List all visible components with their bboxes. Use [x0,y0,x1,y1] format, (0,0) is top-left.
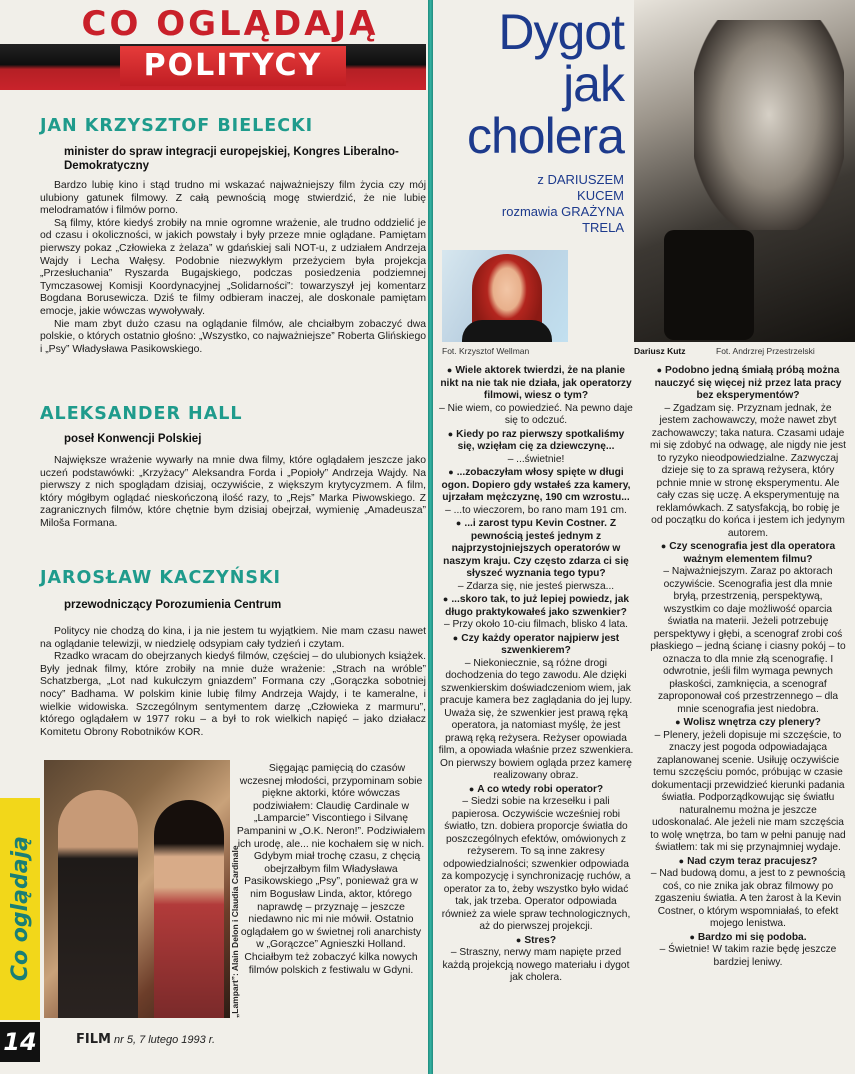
interview-answer: – Nad budową domu, a jest to z pewnością coś, co nie znika jak obraz filmowy po zgaszeniu światła. A ten żarost à la Kevin Costner, o którym wspomniałaś, to efekt mojego lenistwa. [650,868,846,929]
portrait-photo-interviewer [442,250,568,342]
interview-answer: – Siedzi sobie na krzesełku i pali papierosa. Oczywiście wcześniej robi światło, tzn. dobiera proporcje światła do poszczególnych efektów, omówionych z reżyserem. To są inne zakresy odpowiedzialności; szwenkier odpowiada za kompozycję i synchronizację ruchów, a operator za to, żeby wszystko było widać tak, jak trzeba. Operator odpowiada również za wiele spraw technologicznych, aż do pierwszej projekcji. [441,796,631,932]
interview-question: ● Wiele aktorek twierdzi, że na planie nikt na nie tak nie działa, jak operatorzy filmowi, wiesz o tym? [438,364,634,403]
interview-answer: – ...to wieczorem, bo rano mam 191 cm. [445,504,627,516]
page-number: 14 [0,1022,40,1062]
interview-question: ● Podobno jedną śmiałą próbą można nauczyć się więcej niż przez lata pracy bez eksperymentów? [650,364,846,403]
article-text-kaczynski-wrap [236,763,426,977]
politician-name-bielecki: JAN KRZYSZTOF BIELECKI [40,116,314,136]
interview-question: ● ...skoro tak, to już lepiej powiedz, jak długo praktykowałeś jako szwenkier? [438,593,634,619]
photo-credit-right: Fot. Andrzrej Przestrzelski [716,346,815,356]
film-still-caption: „Lampart”: Alain Delon i Claudia Cardinale [230,845,240,1018]
camera-shape [664,230,754,340]
photo-credit-left: Fot. Krzysztof Wellman [442,346,530,356]
interview-question: ● Czy scenografia jest dla operatora ważnym elementem filmu? [650,540,846,566]
paragraph: Są filmy, które kiedyś zrobiły na mnie ogromne wrażenie, ale trudno oddzielić je od czasu i okoliczności, w jakich powstały i były przeze mnie oglądane. Pamiętam pierwszy pokaz „Człowieka z żelaza” w gdańskiej sali NOT-u, z udziałem Andrzeja Wajdy i Lecha Wałęsy. Podobnie niezwykłym przeżyciem była projekcja „Przesłuchania” Ryszarda Bugajskiego, podczas posiedzenia podziemnej Tymczasowej Komisji Koordynacyjnej „Solidarności”: towarzyszył jej komentarz Bogdana Borusewicza. Dziś te filmy odbieram inaczej, ale doskonale pamiętam emocje, jakie wówczas wywoływały. [40,217,426,317]
interview-question: ● Kiedy po raz pierwszy spotkaliśmy się, wzięłam cię za dziewczynę... [438,428,634,454]
photo-figure [694,20,844,230]
interview-question: ● Nad czym teraz pracujesz? [650,855,846,869]
interview-question: ● ...zobaczyłam włosy spięte w długi ogon. Dopiero gdy wstałeś zza kamery, ujrzałam mężczyznę, 190 cm wzrostu... [438,466,634,505]
section-title-band: POLITYCY [120,46,346,86]
interview-question: ● Czy każdy operator najpierw jest szwenkierem? [438,632,634,658]
interview-question: ● Wolisz wnętrza czy plenery? [650,716,846,730]
article-text-bielecki [40,180,426,356]
interview-column-2 [650,364,846,969]
photo-figure [462,320,552,342]
article-byline [440,172,624,244]
paragraph: Sięgając pamięcią do czasów wczesnej młodości, przypominam sobie piękne aktorki, które wówczas podziwiałem: Claudię Cardinale w „Lamparcie” Viscontiego i Silvanę Pampanini w „O.K. Neron!”. Podziwiałem ich urodę, ale... nie kochałem się w nich. [236,763,426,850]
magazine-name: FILM [76,1032,111,1047]
film-still-photo [44,760,230,1018]
interview-answer: – Najważniejszym. Zaraz po aktorach oczywiście. Scenografia jest dla mnie bryłą, przestrzenią, perspektywą, wszystkim co daje możliwość oparcia światła na materii. Jeżeli potrzebuję perspektywy i głębi, a scenograf zrobi coś płaskiego – jedną ścianę i ciasny pokój – to oznacza to dla mnie złą scenografię. I odwrotnie, jeśli film wymaga pewnych płaskości, zamknięcia, a scenograf zaproponował coś przestrzennego – dla mnie scenografia jest niedobra. [650,566,846,715]
politician-role-bielecki: minister do spraw integracji europejskiej, Kongres Liberalno-Demokratyczny [64,146,399,172]
politician-name-hall: ALEKSANDER HALL [40,404,243,424]
politician-name-kaczynski: JAROSŁAW KACZYŃSKI [40,568,282,588]
photo-figure [154,800,224,1018]
byline-line: z DARIUSZEM [537,172,624,187]
paragraph: Największe wrażenie wywarły na mnie dwa filmy, które oglądałem jeszcze jako uczeń podstawówki: „Krzyżacy” Aleksandra Forda i „Popioły” Andrzeja Wajdy. Na pierwszy z nich spoglądam dzisiaj, oczywiście, z większym krytycyzmem. A film, który mógłbym oglądać nieskończoną ilość razy, to „Rejs” Marka Piwowskiego. Z zagranicznych filmów, które chętnie bym dzisiaj obejrzał, wymienię „Amadeusza” Miloša Formana. [40,455,426,529]
portrait-photo-kuc [634,0,855,342]
article-text-hall [40,455,426,531]
politician-role-hall: poseł Konwencji Polskiej [64,433,202,445]
byline-line: TRELA [582,220,624,235]
byline-line: rozmawia GRAŻYNA [501,204,624,219]
interview-answer: – Zgadzam się. Przyznam jednak, że jestem zachowawczy, może nawet zbyt zachowawczy; taka natura. Czasami udaje mi się zdobyć na odwagę, ale nigdy nie jest to ryzyko nieodpowiedzialne. Zazwyczaj dzieje się to za sprawą reżysera, który pchnie mnie w stronę eksperymentu. Ale cały czas się uczę. A eksperymentuję na reklamówkach. Z satysfakcją, bo robię je od początku do końca i jestem ich jedynym autorem. [650,402,846,539]
issue-info: nr 5, 7 lutego 1993 r. [114,1034,216,1046]
interview-column-1 [438,364,634,985]
interview-answer: – Niekoniecznie, są różne drogi dochodzenia do tego zawodu. Ale dzięki szwenkierskim doświadczeniom wiem, jak pracuje kamera bez zaglądania do jej lupy. Uważa się, że szwenkier jest prawą ręką operatora, ja natomiast myślę, że jest prawą ręką reżysera. Reżyser opowiada film, a opowiada właśnie przez szwenkiera. On pierwszy bowiem ogląda przez kamerę realizowany obraz. [438,657,634,781]
interview-question: ● Bardzo mi się podoba. [650,931,846,945]
byline-line: KUCEM [577,188,624,203]
interview-answer: – Straszny, nerwy mam napięte przed każdą projekcją nowego materiału i dygot jak cholera. [442,947,630,983]
article-text-kaczynski [40,626,426,739]
interview-answer: – Przy około 10-ciu filmach, blisko 4 lata. [443,619,629,630]
interview-question: ● A co wtedy robi operator? [438,783,634,797]
paragraph: Bardzo lubię kino i stąd trudno mi wskazać najważniejszy film życia czy mój ulubiony gatunek filmowy. Z całą pewnością mogę stwierdzić, że nie lubię melodramatów i filmów porno. [40,180,426,217]
article-title [432,6,624,176]
interview-question: ● ...i zarost typu Kevin Costner. Z pewnością jesteś jednym z najprzystojniejszych operatorów w naszym kraju. Czy często zdarza ci się słyszeć wyznania tego typu? [438,517,634,581]
paragraph: Rzadko wracam do obejrzanych kiedyś filmów, częściej – do ulubionych książek. Były jednak filmy, które zrobiły na mnie duże wrażenie: „Strach na wróble” Schatzberga, „Lot nad kukułczym gniazdem” Formana czy „Gorączka sobotniej nocy” Badhama. W polskim kinie lubię filmy Andrzeja Wajdy, i te kameralne, i wielkie widowiska. Szczególnym sentymentem darzę „Człowieka z marmuru”, którego oglądałem w 1977 roku – a był to rok wielkich napięć – jako działacz Komitetu Obrony Robotników KOR. [40,651,426,738]
interview-answer: – Nie wiem, co powiedzieć. Na pewno daje się to odczuć. [439,402,633,426]
footer [76,1032,316,1052]
section-title-top: CO OGLĄDAJĄ [81,4,379,44]
title-line: jak [563,56,624,112]
photo-caption-name: Dariusz Kutz [634,346,686,356]
paragraph: Gdybym miał trochę czasu, z chęcią obejrzałbym film Władysława Pasikowskiego „Psy”, ponieważ gra w nim Bogusław Linda, aktor, którego naprawdę – przyznaję – jeszcze niedawno nic mi nie mówił. Ostatnio oglądałem go w świetnej roli anarchisty w „Gorączce” Agnieszki Holland. Chciałbym też zobaczyć kilka nowych filmów polskich z festiwalu w Gdyni. [240,851,422,976]
interview-answer: – Zdarza się, nie jesteś pierwsza... [457,580,615,592]
interview-answer: – Świetnie! W takim razie będę jeszcze bardziej leniwy. [659,944,837,968]
paragraph: Politycy nie chodzą do kina, i ja nie jestem tu wyjątkiem. Nie mam czasu nawet na oglądanie telewizji, w niedzielę odsypiam cały tydzień i czytam. [40,626,426,650]
paragraph: Nie mam zbyt dużo czasu na oglądanie filmów, ale chciałbym zobaczyć dwa polskie, o których ostatnio głośno: „Wszystko, co najważniejsze” Roberta Glińskiego i „Psy” Władysława Pasikowskiego. [40,318,426,355]
title-line: Dygot [498,4,624,60]
interview-answer: – Plenery, jeżeli dopisuje mi szczęście, to znaczy jest pogoda odpowiadająca zaplanowanej scenie. Usiłuję oczywiście temu szczęściu pomóc, próbując w czasie dokumentacji przewidzieć kierunki padania światła. Podporządkowując się światłu naturalnemu można je jeszcze udoskonalać. Ale jeżeli nie mam szczęścia to wolę wnętrza, bo tam w pełni panuję nad światłem: tak mi się przynajmniej wydaje. [650,729,846,853]
interview-answer: – ...świetnie! [507,453,565,465]
politician-role-kaczynski: przewodniczący Porozumienia Centrum [64,599,282,611]
title-line: cholera [467,108,624,164]
interview-question: ● Stres? [438,934,634,948]
section-vertical-label [0,798,40,1020]
photo-figure [58,790,138,1018]
vertical-label-text: Co oglądają [7,836,33,982]
